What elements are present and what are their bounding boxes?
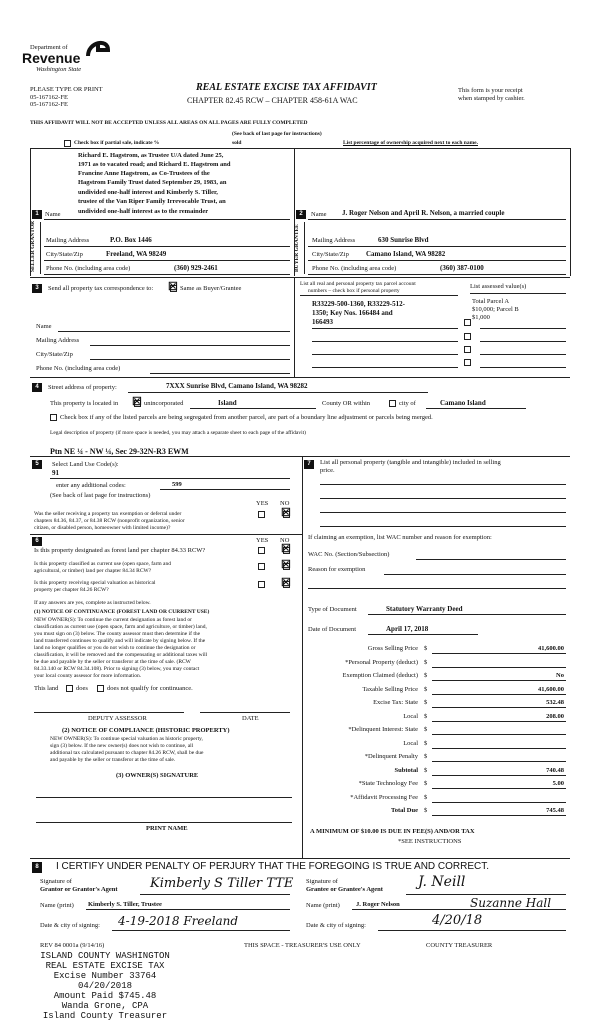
notice1-line: classification as current use (open space, farm and agriculture, or timber) land,: [34, 624, 207, 630]
dollar-sign: $: [424, 685, 428, 693]
does-not-qualify-checkbox[interactable]: [97, 685, 104, 692]
current-use-yes-checkbox[interactable]: [258, 563, 265, 570]
seller-mail-value: P.O. Box 1446: [110, 236, 152, 244]
calc-underline: [432, 694, 566, 695]
calc-value: 532.48: [546, 699, 564, 706]
historic-question-2: property per chapter 84.26 RCW?: [34, 587, 109, 593]
calc-underline: [432, 667, 566, 668]
grantor-name-value: Kimberly S. Tiller, Trustee: [88, 901, 162, 908]
seller-phone-value: (360) 929-2461: [174, 264, 218, 272]
dollar-sign: $: [424, 658, 428, 666]
section-8-number: 8: [32, 862, 42, 873]
s6-yes-header: YES: [256, 537, 269, 544]
calc-underline: [432, 721, 566, 722]
grantor-signature-of: Signature of: [40, 878, 72, 885]
s5-yes-header: YES: [256, 500, 269, 507]
land-use-code: 91: [52, 469, 59, 477]
city-value: Camano Island: [440, 399, 486, 407]
exemption-question-1: Was the seller receiving a property tax exemption or deferral under: [34, 511, 182, 517]
calc-label: *State Technology Fee: [358, 780, 418, 787]
personal-property-list-2: price.: [320, 467, 335, 474]
calc-value: 208.00: [546, 712, 564, 720]
calc-label: *Delinquent Penalty: [364, 753, 418, 760]
owner-signature-label: (3) OWNER(S) SIGNATURE: [116, 772, 199, 779]
assessed-header: List assessed value(s): [470, 283, 527, 290]
dollar-sign: $: [424, 739, 428, 747]
buyer-side-label: BUYER GRANTEE: [294, 224, 300, 272]
s5-no-header: NO: [280, 500, 290, 507]
grantor-agent-label: Grantor or Grantor's Agent: [40, 886, 118, 893]
same-as-buyer-label: Same as Buyer/Grantee: [180, 285, 242, 292]
forest-land-question: Is this property designated as forest land per chapter 84.33 RCW?: [34, 547, 206, 554]
located-in-label: This property is located in: [50, 400, 119, 407]
buyer-name-value: J. Roger Nelson and April R. Nelson, a married couple: [342, 209, 505, 217]
grantee-name-value: J. Roger Nelson: [356, 901, 400, 908]
city-of-checkbox[interactable]: [389, 400, 396, 407]
dollar-sign: $: [424, 807, 428, 814]
dollar-sign: $: [424, 780, 428, 787]
revenue-label: Revenue: [22, 50, 81, 66]
please-type: PLEASE TYPE OR PRINT: [30, 86, 103, 93]
calc-underline: [432, 653, 566, 654]
seller-name-line-2: 1971 as to vacated road; and Richard E. Hagstrom and: [78, 161, 231, 168]
stamp-line: Island County Treasurer: [42, 1011, 168, 1021]
revenue-logo-icon: [84, 36, 112, 60]
forest-no-mark: ☒: [281, 543, 291, 555]
minimum-fee-note: A MINIMUM OF $10.00 IS DUE IN FEE(S) AND/OR TAX: [310, 828, 475, 835]
calc-underline: [432, 761, 566, 762]
dollar-sign: $: [424, 645, 428, 652]
county-value: Island: [218, 399, 237, 407]
seller-name-line-1: Richard E. Hagstrom, as Trustee U/A dated June 25,: [78, 152, 224, 159]
calc-label: Gross Selling Price: [367, 645, 418, 652]
section-6-number: 6: [32, 537, 42, 546]
dollar-sign: $: [424, 699, 428, 706]
section-4-number: 4: [32, 383, 42, 392]
exemption-question-3: citizen, or disabled person, homeowner with limited income)?: [34, 525, 171, 531]
calc-label: *Personal Property (deduct): [345, 658, 418, 666]
grantor-date-city-label: Date & city of signing:: [40, 922, 100, 929]
form-number-2: 05-167162-FE: [30, 101, 68, 108]
stamp-line: REAL ESTATE EXCISE TAX: [45, 961, 165, 971]
s5-no-mark: ☒: [281, 507, 291, 519]
does-not-qualify-label: does not qualify for continuance.: [107, 685, 193, 692]
correspondence-name-label: Name: [36, 323, 52, 330]
personal-property-checkbox-3[interactable]: [464, 346, 471, 353]
see-instructions-note: *SEE INSTRUCTIONS: [398, 838, 462, 845]
calc-label: Taxable Selling Price: [362, 685, 418, 693]
dollar-sign: $: [424, 726, 428, 733]
notice1-line: your local county assessor for more information.: [34, 673, 142, 679]
grantor-date-city-value: 4-19-2018 Freeland: [118, 914, 239, 928]
notice1-line: land transferred continues to qualify and will indicate by signing below. If the: [34, 638, 206, 644]
buyer-mail-value: 630 Sunrise Blvd: [378, 236, 429, 244]
notice1-line: you must sign on (3) below. The county assessor must then determine if the: [34, 631, 201, 637]
notice2-line: additional tax calculated pursuant to chapter 84.26 RCW, shall be due: [50, 750, 204, 756]
grantor-signature: Kimberly S Tiller TTE: [150, 876, 294, 891]
correspondence-phone-label: Phone No. (including area code): [36, 365, 121, 372]
calc-label: Exemption Claimed (deduct): [342, 672, 418, 679]
historic-yes-checkbox[interactable]: [258, 581, 265, 588]
send-correspondence-label: Send all property tax correspondence to:: [48, 285, 154, 292]
forest-yes-checkbox[interactable]: [258, 547, 265, 554]
document-date-label: Date of Document: [308, 626, 357, 633]
grantee-name-print-label: Name (print): [306, 902, 340, 909]
historic-question-1: Is this property receiving special valuation as historical: [34, 580, 156, 586]
wac-number-label: WAC No. (Section/Subsection): [308, 551, 390, 558]
calc-label: Local: [403, 739, 418, 747]
buyer-city-label: City/State/Zip: [312, 251, 349, 258]
notice1-line: 84.33.140 or RCW 84.34.108). Prior to signing (3) below, you may contact: [34, 666, 200, 672]
correspondence-mail-label: Mailing Address: [36, 337, 80, 344]
grantee-date-city-label: Date & city of signing:: [306, 922, 366, 929]
grantee-date-value: 4/20/18: [432, 913, 483, 928]
calc-value: No: [556, 672, 564, 679]
calc-underline: [432, 775, 566, 776]
buyer-phone-label: Phone No. (including area code): [312, 265, 397, 272]
notice-compliance-title: (2) NOTICE OF COMPLIANCE (HISTORIC PROPERTY): [62, 727, 230, 734]
street-address-value: 7XXX Sunrise Blvd, Camano Island, WA 98282: [166, 382, 308, 390]
stamp-line: 04/20/2018: [77, 981, 132, 991]
grantee-signature: J. Neill: [418, 874, 466, 890]
grantor-name-print-label: Name (print): [40, 902, 74, 909]
seller-mail-label: Mailing Address: [46, 237, 90, 244]
notice2-line: NEW OWNER(S): To continue special valuation as historic property,: [50, 736, 203, 742]
parcel-line-2: 1350; Key Nos. 166484 and: [312, 309, 393, 317]
notice2-line: sign (3) below. If the new owner(s) does not wish to continue, all: [50, 743, 194, 749]
calc-label: Subtotal: [394, 766, 418, 774]
seller-city-label: City/State/Zip: [46, 251, 83, 258]
calc-label: *Affidavit Processing Fee: [350, 793, 418, 801]
buyer-phone-value: (360) 387-0100: [440, 264, 484, 272]
section-2-number: 2: [296, 210, 306, 219]
grantee-second-signature: Suzanne Hall: [470, 896, 552, 910]
unincorporated-mark: ☒: [132, 396, 142, 408]
seller-phone-label: Phone No. (including area code): [46, 265, 131, 272]
unincorporated-label: unincorporated: [144, 400, 184, 407]
calc-underline: [432, 748, 566, 749]
current-use-no-mark: ☒: [281, 559, 291, 571]
stamp-line: Wanda Grone, CPA: [61, 1001, 149, 1011]
section-5-number: 5: [32, 460, 42, 469]
document-date-value: April 17, 2018: [386, 625, 429, 633]
calc-label: Total Due: [390, 807, 418, 814]
document-type-value: Statutory Warranty Deed: [386, 605, 463, 613]
seller-name-line-5: undivided one-half interest and Kimberly S. Tiller,: [78, 189, 218, 196]
personal-property-checkbox-4[interactable]: [464, 359, 471, 366]
partial-sale-label: Check box if partial sale, indicate %: [74, 140, 160, 146]
buyer-name-label: Name: [311, 211, 327, 218]
does-label: does: [76, 685, 88, 692]
historic-no-mark: ☒: [281, 577, 291, 589]
section-1-number: 1: [32, 210, 42, 219]
stamp-line: Excise Number 33764: [53, 971, 157, 981]
same-as-buyer-mark: ☒: [168, 281, 178, 293]
stamp-line: ISLAND COUNTY WASHINGTON: [40, 951, 170, 961]
calc-value: 740.48: [546, 766, 564, 774]
notice2-line: and payable by the seller or transferor at the time of sale.: [50, 757, 176, 763]
calc-underline: [432, 815, 566, 816]
personal-property-checkbox-2[interactable]: [464, 333, 471, 340]
seller-city-value: Freeland, WA 98249: [106, 250, 167, 258]
current-use-question-2: agricultural, or timber) land per chapter 84.34 RCW?: [34, 568, 152, 574]
partial-sale-checkbox[interactable]: [64, 140, 71, 147]
s6-no-header: NO: [280, 537, 290, 544]
notice1-line: be due and payable by the seller or transferor at the time of sale. (RCW: [34, 659, 191, 665]
this-land-label: This land: [34, 685, 59, 692]
calc-value: 41,600.00: [538, 685, 564, 693]
personal-property-list-1: List all personal property (tangible and intangible) included in selling: [320, 459, 501, 466]
treasurer-use-label: THIS SPACE - TREASURER'S USE ONLY: [244, 942, 361, 949]
warning-text: THIS AFFIDAVIT WILL NOT BE ACCEPTED UNLESS ALL AREAS ON ALL PAGES ARE FULLY COMPLETED: [30, 120, 308, 126]
county-treasurer-label: COUNTY TREASURER: [426, 942, 493, 949]
seller-name-line-7: undivided one-half interest as to the remainder: [78, 208, 209, 215]
parcel-line-3: 166493: [312, 318, 333, 326]
percentage-note: List percentage of ownership acquired next to each name.: [343, 140, 478, 146]
calc-underline: [432, 707, 566, 708]
assessed-line-1: Total Parcel A: [472, 298, 510, 305]
exemption-claim-label: If claiming an exemption, list WAC number and reason for exemption:: [308, 534, 492, 541]
revision-label: REV 84 0001a (9/14/16): [40, 942, 105, 949]
grantee-signature-of: Signature of: [306, 878, 338, 885]
buyer-city-value: Camano Island, WA 98282: [366, 250, 446, 258]
form-title: REAL ESTATE EXCISE TAX AFFIDAVIT: [196, 82, 377, 93]
calc-label: Local: [403, 712, 418, 720]
parcel-header-1: List all real and personal property tax parcel account: [300, 281, 416, 287]
current-use-question-1: Is this property classified as current use (open space, farm and: [34, 561, 171, 567]
certify-statement: I CERTIFY UNDER PENALTY OF PERJURY THAT THE FOREGOING IS TRUE AND CORRECT.: [56, 861, 490, 872]
exemption-reason-label: Reason for exemption: [308, 566, 366, 573]
personal-property-checkbox-1[interactable]: [464, 319, 471, 326]
notice1-line: classification, it will be removed and the compensating or additional taxes will: [34, 652, 208, 658]
seller-name-line-6: trustee of the Van Riper Family Irrevocable Trust, an: [78, 198, 226, 205]
print-name-label: PRINT NAME: [146, 825, 188, 832]
correspondence-city-label: City/State/Zip: [36, 351, 73, 358]
notice-continuance-title: (1) NOTICE OF CONTINUANCE (FOREST LAND OR CURRENT USE): [34, 609, 210, 615]
segregated-checkbox[interactable]: [50, 414, 57, 421]
county-or-within-label: County OR within: [322, 400, 371, 407]
seller-name-line-4: Hagstrom Family Trust dated September 29, 1983, an: [78, 179, 227, 186]
segregated-label: Check box if any of the listed parcels are being segregated from another parcel, are part of a boundary line adjustment or parcels being merged.: [60, 414, 433, 421]
receipt-note-2: when stamped by cashier.: [458, 95, 525, 102]
seller-name-line-3: Francine Anne Hagstrom, as Co-Trustees of the: [78, 170, 210, 177]
s5-yes-checkbox[interactable]: [258, 511, 265, 518]
dollar-sign: $: [424, 793, 428, 801]
dept-label: Department of: [30, 44, 68, 51]
additional-codes-label: enter any additional codes:: [56, 482, 126, 489]
treasurer-stamp: [30, 951, 180, 1021]
assessed-line-2: $10,000; Parcel B: [472, 306, 519, 313]
city-of-label: city of: [399, 400, 416, 407]
calc-label: *Delinquent Interest: State: [348, 726, 418, 733]
assessed-line-3: $1,000: [472, 314, 490, 321]
calc-underline: [432, 734, 566, 735]
if-any-yes-note: If any answers are yes, complete as instructed below.: [34, 600, 151, 606]
dollar-sign: $: [424, 753, 428, 760]
see-back-instructions: (See back of last page for instructions): [232, 131, 322, 137]
deputy-date-label: DATE: [242, 715, 259, 722]
exemption-question-2: chapters 84.36, 84.37, or 84.38 RCW (nonprofit organization, senior: [34, 518, 185, 524]
receipt-note-1: This form is your receipt: [458, 87, 523, 94]
calc-value: 41,600.00: [538, 645, 564, 652]
land-use-see-back: (See back of last page for instructions): [50, 492, 151, 499]
land-use-label: Select Land Use Code(s):: [52, 461, 119, 468]
sold-label: sold: [232, 140, 242, 146]
calc-value: 5.00: [552, 780, 564, 787]
notice1-line: NEW OWNER(S): To continue the current designation as forest land or: [34, 617, 192, 623]
deputy-assessor-label: DEPUTY ASSESSOR: [88, 715, 147, 722]
calc-underline: [432, 788, 566, 789]
grantee-agent-label: Grantee or Grantee's Agent: [306, 886, 383, 893]
parcel-header-2: numbers – check box if personal property: [308, 288, 400, 294]
calc-underline: [432, 680, 566, 681]
stamp-line: Amount Paid $745.48: [53, 991, 157, 1001]
notice1-line: land no longer qualifies or you do not wish to continue the designation or: [34, 645, 196, 651]
does-qualify-checkbox[interactable]: [66, 685, 73, 692]
document-type-label: Type of Document: [308, 606, 357, 613]
form-number-1: 05-167162-FE: [30, 94, 68, 101]
buyer-mail-label: Mailing Address: [312, 237, 356, 244]
dollar-sign: $: [424, 766, 428, 774]
calc-underline: [432, 802, 566, 803]
legal-description-label: Legal description of property (if more space is needed, you may attach a separate sheet to each page of the affidavit): [50, 430, 306, 436]
seller-side-label: SELLER GRANTOR: [30, 220, 36, 272]
calc-label: Excise Tax: State: [373, 699, 418, 706]
calc-value: 745.48: [546, 807, 564, 814]
dollar-sign: $: [424, 712, 428, 720]
parcel-line-1: R33229-500-1360, R33229-512-: [312, 300, 405, 308]
section-7-number: 7: [304, 460, 314, 469]
section-3-number: 3: [32, 284, 42, 293]
seller-name-label: Name: [45, 211, 61, 218]
state-label: Washington State: [36, 66, 82, 73]
additional-code-value: 599: [172, 481, 182, 488]
street-address-label: Street address of property:: [48, 384, 117, 391]
dollar-sign: $: [424, 672, 428, 679]
form-chapter: CHAPTER 82.45 RCW – CHAPTER 458-61A WAC: [187, 96, 358, 105]
legal-description-value: Ptn NE ¼ - NW ¼, Sec 29-32N-R3 EWM: [50, 447, 189, 456]
